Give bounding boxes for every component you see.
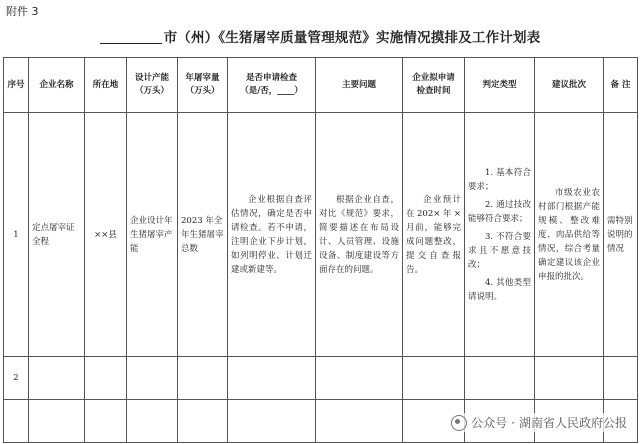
header-apply-time: 企业拟申请 检查时间 [403,58,465,113]
header-row [4,58,638,113]
row3-location [85,400,127,443]
row2-index: 2 [4,357,29,400]
row2-company [29,357,85,400]
header-index: 序号 [4,58,29,113]
watermark-right: 湖南省人民政府公报 [518,416,627,430]
header-annual: 年屠宰量 （万头） [178,58,228,113]
judgement-item: 3. 不符合要求且不愿意技改； [468,231,531,270]
row2-location [85,357,127,400]
table-row [4,113,638,357]
row1-apply-time: 企业预计在202×年×月前，能够完成问题整改，提交自查报告。 [403,113,465,357]
row3-index [4,400,29,443]
row1-problems: 根据企业自查，对比《规范》要求，简要描述在布局设计、人员管理、设施设备、制度建设等方面存在的问题。 [316,113,403,357]
watermark-separator: · [511,415,515,430]
row1-annual: 2023 年全年生猪屠宰总数 [178,113,228,357]
row1-judgement [465,113,535,357]
row2-batch [535,357,604,400]
judgement-item: 1. 基本符合要求； [468,167,531,192]
row1-location: ××县 [85,113,127,357]
row2-capacity [127,357,178,400]
row2-apply [228,357,316,400]
table-row [4,357,638,400]
row3-problems [316,400,403,443]
header-location: 所在地 [85,58,127,113]
header-company: 企业名称 [29,58,85,113]
survey-table [3,57,638,443]
judgement-item: 2. 通过技改能够符合要求； [468,199,531,224]
title-text: 市（州）《生猪屠宰质量管理规范》实施情况摸排及工作计划表 [163,30,541,46]
header-judgement: 判定类型 [465,58,535,113]
row1-remarks: 需特别说明的情况 [604,113,638,357]
judgement-item: 4. 其他类型请说明。 [468,277,531,302]
row2-apply-time [403,357,465,400]
row2-problems [316,357,403,400]
annex-label: 附件 3 [6,5,39,18]
row1-company: 定点屠宰证全程 [29,113,85,357]
header-remarks: 备 注 [604,58,638,113]
row1-batch: 市级农业农村部门根据产能规模、整改难度、肉品供给等情况，综合考量确定建议该企业申报的批次。 [535,113,604,357]
row2-judgement [465,357,535,400]
row1-apply: 企业根据自查评估情况，确定是否申请检查。若不申请，注明企业下步计划，如列明停业、计划迁建或新建等。 [228,113,316,357]
header-batch: 建议批次 [535,58,604,113]
header-problems: 主要问题 [316,58,403,113]
wechat-logo-icon [451,415,467,431]
watermark-left: 公众号 [471,416,508,430]
watermark [448,413,630,432]
header-capacity: 设计产能 （万头） [127,58,178,113]
row2-remarks [604,357,638,400]
header-apply: 是否申请检查 （是/否，____） [228,58,316,113]
page-title [0,26,640,46]
row3-annual [178,400,228,443]
row1-index: 1 [4,113,29,357]
row3-company [29,400,85,443]
title-blank [100,43,162,44]
row1-capacity: 企业设计年生猪屠宰产能 [127,113,178,357]
row3-apply [228,400,316,443]
row2-annual [178,357,228,400]
row3-capacity [127,400,178,443]
